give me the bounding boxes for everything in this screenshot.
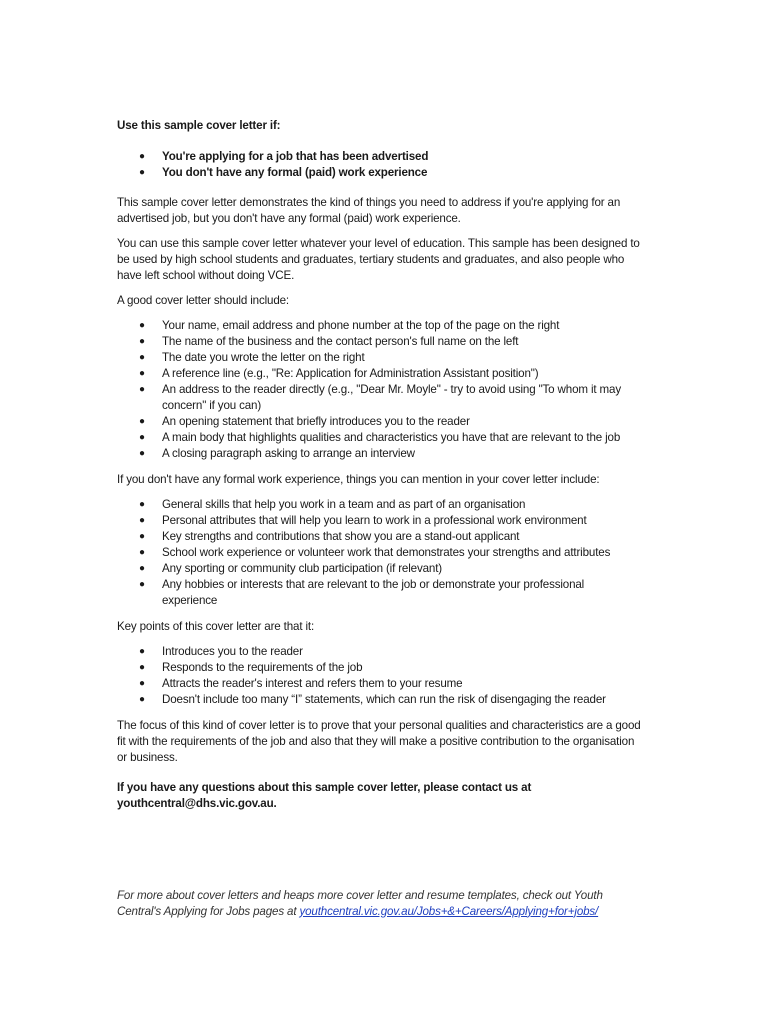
mention-list xyxy=(117,497,642,609)
bullet-icon: ● xyxy=(139,678,145,689)
bullet-icon: ● xyxy=(139,352,145,363)
focus-paragraph: The focus of this kind of cover letter is to prove that your personal qualities and characteristics are a good fit with the requirements of the job and also that they will make a positive contribution to the organisation or business. xyxy=(117,719,641,764)
list-item: ● General skills that help you work in a team and as part of an organisation xyxy=(139,498,526,511)
footer-note xyxy=(117,888,642,920)
criteria-list xyxy=(117,149,642,181)
include-list xyxy=(117,318,642,462)
youth-central-link[interactable]: youthcentral.vic.gov.au/Jobs+&+Careers/Applying+for+jobs/ xyxy=(299,904,599,918)
list-item: ● You're applying for a job that has been advertised xyxy=(139,150,429,163)
bullet-icon: ● xyxy=(139,694,145,705)
contact-paragraph: If you have any questions about this sample cover letter, please contact us at youthcentral@dhs.vic.gov.au. xyxy=(117,781,532,810)
list-item: ● Introduces you to the reader xyxy=(139,645,303,658)
bullet-icon: ● xyxy=(139,547,145,558)
bullet-icon: ● xyxy=(139,416,145,427)
document-body xyxy=(117,118,642,812)
bullet-icon: ● xyxy=(139,151,145,162)
section-heading: Use this sample cover letter if: xyxy=(117,119,281,132)
include-intro: A good cover letter should include: xyxy=(117,294,289,307)
key-points-list xyxy=(117,644,642,708)
bullet-icon: ● xyxy=(139,515,145,526)
list-item: ● An opening statement that briefly introduces you to the reader xyxy=(139,415,470,428)
list-item: ● Personal attributes that will help you learn to work in a professional work environment xyxy=(139,514,587,527)
bullet-icon: ● xyxy=(139,448,145,459)
bullet-icon: ● xyxy=(139,320,145,331)
footer-text: For more about cover letters and heaps more cover letter and resume templates, check out Youth Central's Applying for Jobs pages at xyxy=(117,888,603,918)
bullet-icon: ● xyxy=(139,167,145,178)
list-item: ● Key strengths and contributions that show you are a stand-out applicant xyxy=(139,530,520,543)
list-item: ● Doesn't include too many “I” statements, which can run the risk of disengaging the reader xyxy=(139,693,606,706)
list-item: ● School work experience or volunteer work that demonstrates your strengths and attributes xyxy=(139,546,611,559)
list-item: ● Attracts the reader's interest and refers them to your resume xyxy=(139,677,463,690)
bullet-icon: ● xyxy=(139,384,145,395)
bullet-icon: ● xyxy=(139,336,145,347)
list-item: ● Your name, email address and phone number at the top of the page on the right xyxy=(139,319,560,332)
list-item: ● An address to the reader directly (e.g., "Dear Mr. Moyle" - try to avoid using "To whom it may concern" if you can) xyxy=(139,383,621,412)
list-item: ● A main body that highlights qualities and characteristics you have that are relevant to the job xyxy=(139,431,621,444)
list-item: ● A closing paragraph asking to arrange an interview xyxy=(139,447,415,460)
list-item: ● A reference line (e.g., "Re: Application for Administration Assistant position") xyxy=(139,367,539,380)
bullet-icon: ● xyxy=(139,563,145,574)
list-item: ● The name of the business and the contact person's full name on the left xyxy=(139,335,519,348)
bullet-icon: ● xyxy=(139,531,145,542)
bullet-icon: ● xyxy=(139,579,145,590)
bullet-icon: ● xyxy=(139,662,145,673)
list-item: ● Any sporting or community club participation (if relevant) xyxy=(139,562,442,575)
bullet-icon: ● xyxy=(139,646,145,657)
bullet-icon: ● xyxy=(139,432,145,443)
list-item: ● You don't have any formal (paid) work experience xyxy=(139,166,428,179)
list-item: ● Any hobbies or interests that are relevant to the job or demonstrate your professional experience xyxy=(139,578,585,607)
intro-paragraph: This sample cover letter demonstrates the kind of things you need to address if you're applying for an advertised job, but you don't have any formal (paid) work experience. xyxy=(117,196,621,225)
education-paragraph: You can use this sample cover letter whatever your level of education. This sample has been designed to be used by high school students and graduates, tertiary students and graduates, and also people who have left school without doing VCE. xyxy=(117,237,640,282)
key-points-intro: Key points of this cover letter are that it: xyxy=(117,620,315,633)
mention-intro: If you don't have any formal work experience, things you can mention in your cover letter include: xyxy=(117,473,600,486)
bullet-icon: ● xyxy=(139,368,145,379)
list-item: ● The date you wrote the letter on the right xyxy=(139,351,365,364)
list-item: ● Responds to the requirements of the job xyxy=(139,661,363,674)
bullet-icon: ● xyxy=(139,499,145,510)
